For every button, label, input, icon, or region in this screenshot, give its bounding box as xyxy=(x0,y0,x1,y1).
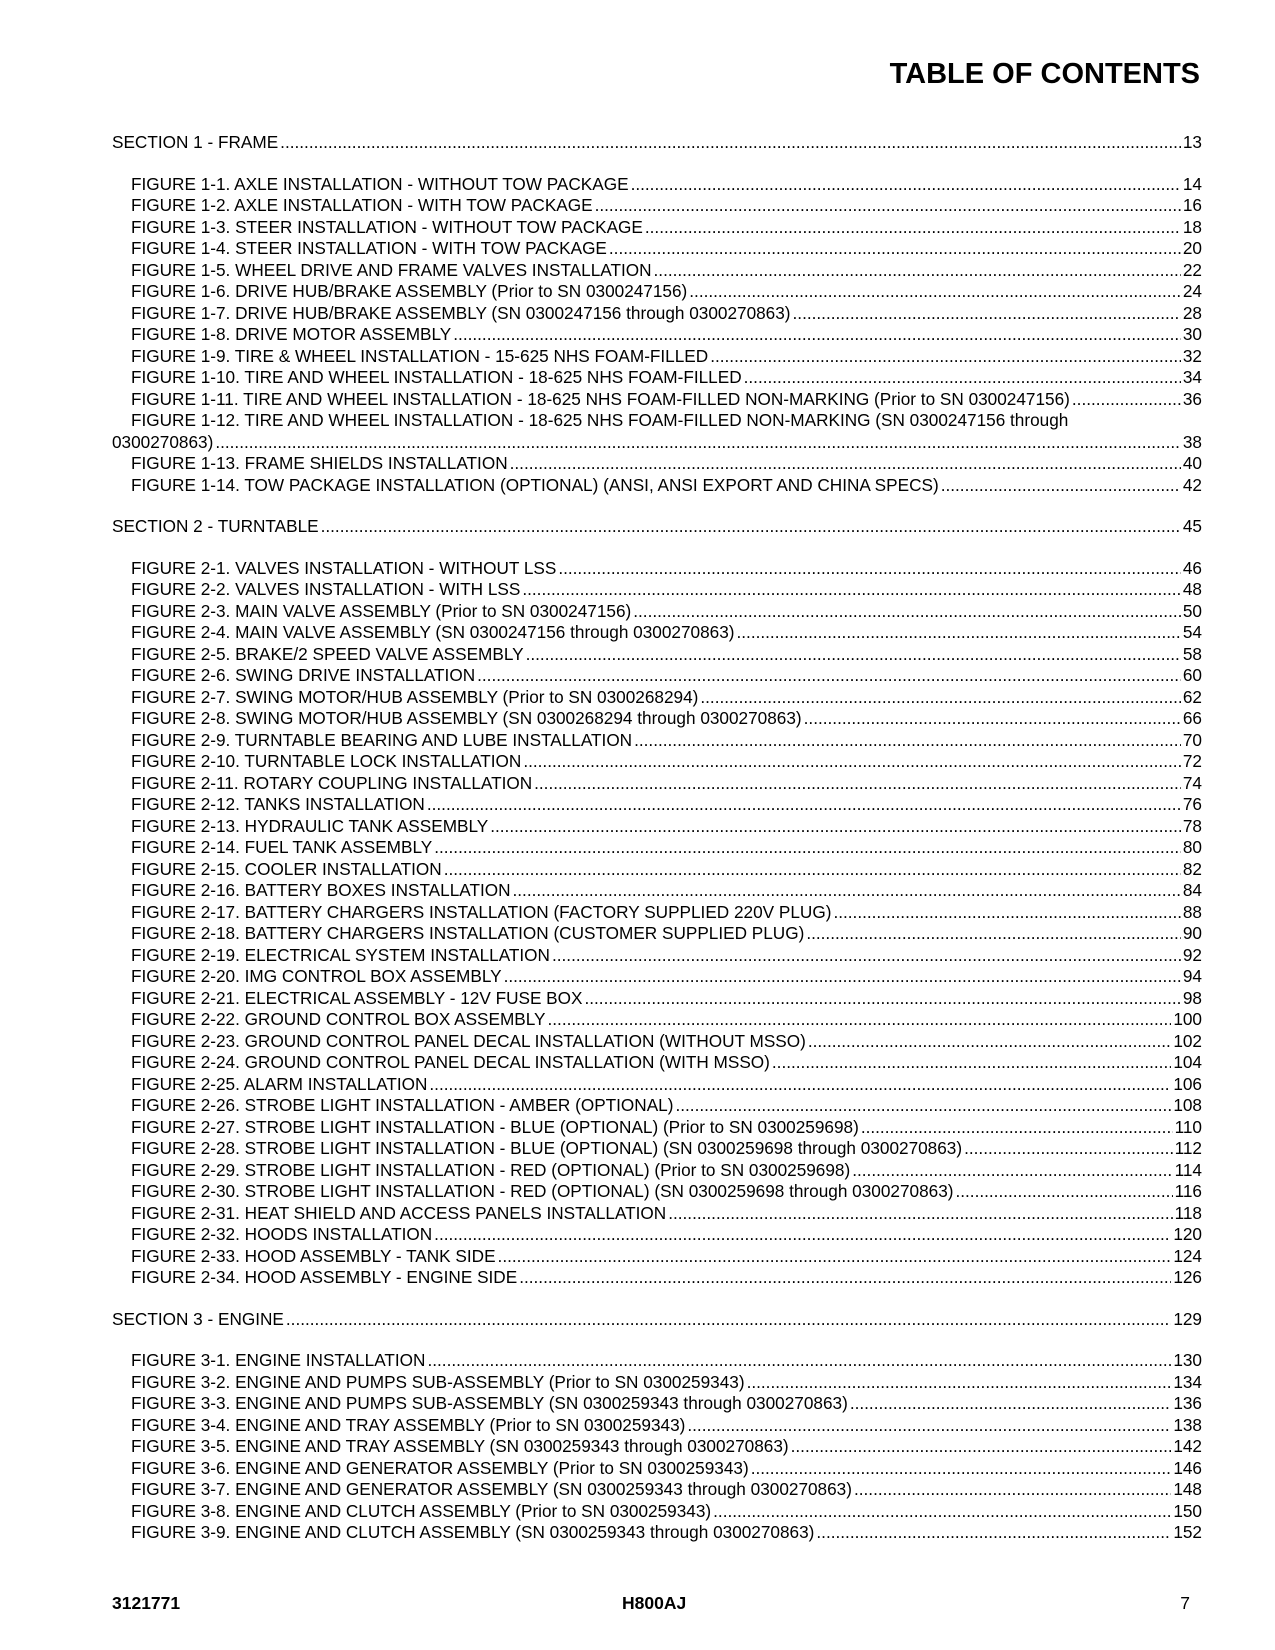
toc-dot-leader xyxy=(861,1117,1173,1139)
toc-page-number: 108 xyxy=(1173,1095,1202,1115)
toc-page-number: 54 xyxy=(1182,622,1202,642)
toc-figure-title: FIGURE 1-9. TIRE & WHEEL INSTALLATION - 15-625 NHS FOAM-FILLED xyxy=(131,345,709,366)
toc-dot-leader xyxy=(964,1138,1173,1160)
toc-page-number: 102 xyxy=(1173,1030,1202,1051)
toc-dot-leader xyxy=(522,579,1181,601)
toc-figure-entry[interactable] xyxy=(112,303,1202,325)
toc-figure-title: FIGURE 2-30. STROBE LIGHT INSTALLATION - RED (OPTIONAL) (SN 0300259698 through 0300270863) xyxy=(131,1181,954,1201)
toc-dot-leader xyxy=(595,195,1181,217)
toc-dot-leader xyxy=(654,260,1181,282)
toc-page-number: 82 xyxy=(1182,858,1202,879)
toc-figure-title: FIGURE 3-6. ENGINE AND GENERATOR ASSEMBLY (Prior to SN 0300259343) xyxy=(131,1457,749,1478)
toc-figure-entry[interactable] xyxy=(112,622,1202,644)
toc-figure-entry[interactable] xyxy=(112,475,1202,497)
toc-figure-entry[interactable] xyxy=(112,1009,1202,1031)
toc-dot-leader xyxy=(645,217,1181,239)
toc-figure-title: FIGURE 1-7. DRIVE HUB/BRAKE ASSEMBLY (SN 0300247156 through 0300270863) xyxy=(131,302,791,323)
toc-figure-title: FIGURE 1-1. AXLE INSTALLATION - WITHOUT TOW PACKAGE xyxy=(131,173,629,194)
toc-figure-title: FIGURE 2-1. VALVES INSTALLATION - WITHOUT LSS xyxy=(131,557,557,578)
toc-dot-leader xyxy=(804,708,1181,730)
toc-figure-entry[interactable] xyxy=(112,687,1202,709)
toc-figure-entry[interactable] xyxy=(112,1522,1202,1544)
toc-figure-entry[interactable] xyxy=(112,453,1202,475)
toc-page-number: 136 xyxy=(1173,1393,1202,1413)
toc-dot-leader xyxy=(510,453,1181,475)
toc-page-number: 134 xyxy=(1173,1371,1202,1392)
toc-figure-title: FIGURE 1-5. WHEEL DRIVE AND FRAME VALVES INSTALLATION xyxy=(131,259,652,280)
toc-page-number: 28 xyxy=(1182,302,1202,323)
toc-figure-entry[interactable] xyxy=(112,751,1202,773)
toc-figure-entry[interactable] xyxy=(112,945,1202,967)
toc-page-number: 16 xyxy=(1182,195,1202,215)
toc-figure-entry[interactable] xyxy=(112,346,1202,368)
toc-page-number: 72 xyxy=(1182,751,1202,771)
toc-figure-entry[interactable] xyxy=(112,794,1202,816)
toc-figure-entry[interactable] xyxy=(112,324,1202,346)
toc-figure-title: FIGURE 1-12. TIRE AND WHEEL INSTALLATION - 18-625 NHS FOAM-FILLED NON-MARKING (SN 0300247156 through xyxy=(131,410,1069,430)
toc-figure-entry[interactable] xyxy=(112,1181,1202,1203)
toc-figure-title: FIGURE 3-1. ENGINE INSTALLATION xyxy=(131,1350,426,1370)
toc-figure-title: FIGURE 2-14. FUEL TANK ASSEMBLY xyxy=(131,837,433,857)
toc-dot-leader xyxy=(747,1372,1172,1394)
toc-section-title: SECTION 3 - ENGINE xyxy=(112,1308,284,1329)
toc-dot-leader xyxy=(744,367,1181,389)
toc-figure-entry[interactable] xyxy=(112,260,1202,282)
toc-dot-leader xyxy=(429,1074,1171,1096)
toc-figure-title: FIGURE 1-6. DRIVE HUB/BRAKE ASSEMBLY (Prior to SN 0300247156) xyxy=(131,281,688,301)
toc-dot-leader xyxy=(710,346,1181,368)
toc-figure-title: FIGURE 1-13. FRAME SHIELDS INSTALLATION xyxy=(131,453,508,473)
toc-figure-title: FIGURE 2-10. TURNTABLE LOCK INSTALLATION xyxy=(131,751,522,771)
toc-figure-title: FIGURE 2-18. BATTERY CHARGERS INSTALLATION (CUSTOMER SUPPLIED PLUG) xyxy=(131,923,805,943)
toc-page-number: 120 xyxy=(1173,1224,1202,1244)
toc-page-number: 70 xyxy=(1182,729,1202,750)
toc-dot-leader xyxy=(523,751,1181,773)
toc-page-number: 60 xyxy=(1182,665,1202,685)
toc-page-number: 45 xyxy=(1182,516,1202,536)
toc-figure-title: FIGURE 2-23. GROUND CONTROL PANEL DECAL INSTALLATION (WITHOUT MSSO) xyxy=(131,1030,806,1051)
toc-figure-title: FIGURE 2-24. GROUND CONTROL PANEL DECAL INSTALLATION (WITH MSSO) xyxy=(131,1052,770,1072)
toc-page-number: 142 xyxy=(1173,1436,1202,1456)
footer-doc-number: 3121771 xyxy=(112,1593,181,1613)
toc-dot-leader xyxy=(633,601,1181,623)
toc-dot-leader xyxy=(1072,389,1181,411)
toc-figure-title: FIGURE 2-26. STROBE LIGHT INSTALLATION - AMBER (OPTIONAL) xyxy=(131,1095,674,1115)
toc-page-number: 106 xyxy=(1173,1073,1202,1094)
toc-page-number: 98 xyxy=(1182,987,1202,1008)
toc-figure-entry[interactable] xyxy=(112,1415,1202,1437)
toc-page-number: 148 xyxy=(1173,1479,1202,1499)
toc-dot-leader xyxy=(558,558,1181,580)
toc-figure-title: FIGURE 3-7. ENGINE AND GENERATOR ASSEMBLY (SN 0300259343 through 0300270863) xyxy=(131,1479,852,1499)
toc-figure-entry[interactable] xyxy=(112,1458,1202,1480)
footer-model: H800AJ xyxy=(622,1593,687,1613)
toc-section-title: SECTION 2 - TURNTABLE xyxy=(112,516,319,536)
toc-page-number: 116 xyxy=(1174,1181,1202,1201)
toc-dot-leader xyxy=(713,1501,1171,1523)
toc-page-number: 34 xyxy=(1182,367,1202,387)
toc-figure-title: FIGURE 2-20. IMG CONTROL BOX ASSEMBLY xyxy=(131,966,502,986)
toc-page-number: 14 xyxy=(1182,173,1202,194)
toc-figure-entry[interactable] xyxy=(112,730,1202,752)
toc-figure-title: FIGURE 2-34. HOOD ASSEMBLY - ENGINE SIDE xyxy=(131,1267,518,1287)
toc-figure-entry[interactable] xyxy=(112,195,1202,217)
toc-section-entry[interactable] xyxy=(112,1309,1202,1331)
toc-page-number: 30 xyxy=(1182,324,1202,344)
toc-figure-title: FIGURE 1-8. DRIVE MOTOR ASSEMBLY xyxy=(131,324,452,344)
toc-dot-leader xyxy=(772,1052,1171,1074)
toc-dot-leader xyxy=(584,988,1180,1010)
toc-figure-title: FIGURE 2-15. COOLER INSTALLATION xyxy=(131,858,442,879)
toc-dot-leader xyxy=(791,1436,1172,1458)
toc-figure-entry[interactable] xyxy=(112,217,1202,239)
toc-figure-title: FIGURE 2-12. TANKS INSTALLATION xyxy=(131,794,425,814)
toc-figure-title: FIGURE 1-4. STEER INSTALLATION - WITH TOW PACKAGE xyxy=(131,238,607,258)
toc-page-number: 90 xyxy=(1182,923,1202,943)
toc-figure-entry[interactable] xyxy=(112,837,1202,859)
toc-page-number: 92 xyxy=(1182,944,1202,965)
toc-figure-title: FIGURE 1-14. TOW PACKAGE INSTALLATION (OPTIONAL) (ANSI, ANSI EXPORT AND CHINA SPECS) xyxy=(131,474,939,495)
toc-dot-leader xyxy=(941,475,1181,497)
toc-page-number: 146 xyxy=(1173,1457,1202,1478)
toc-figure-title: FIGURE 2-31. HEAT SHIELD AND ACCESS PANELS INSTALLATION xyxy=(131,1202,667,1223)
toc-figure-title: FIGURE 2-11. ROTARY COUPLING INSTALLATION xyxy=(131,772,533,793)
toc-dot-leader xyxy=(280,132,1181,154)
toc-figure-entry[interactable] xyxy=(112,902,1202,924)
toc-figure-title: FIGURE 2-21. ELECTRICAL ASSEMBLY - 12V FUSE BOX xyxy=(131,987,583,1008)
toc-dot-leader xyxy=(631,174,1181,196)
toc-dot-leader xyxy=(700,687,1181,709)
toc-figure-entry[interactable] xyxy=(112,708,1202,730)
toc-dot-leader xyxy=(737,622,1181,644)
toc-page-number: 66 xyxy=(1182,708,1202,728)
toc-dot-leader xyxy=(434,837,1181,859)
toc-figure-entry[interactable] xyxy=(112,1031,1202,1053)
toc-page-number: 110 xyxy=(1174,1116,1202,1137)
toc-dot-leader xyxy=(286,1309,1171,1331)
toc-dot-leader xyxy=(850,1393,1171,1415)
toc-figure-entry[interactable] xyxy=(112,1246,1202,1268)
toc-figure-title: FIGURE 3-5. ENGINE AND TRAY ASSEMBLY (SN 0300259343 through 0300270863) xyxy=(131,1436,789,1456)
toc-page-number: 100 xyxy=(1173,1009,1202,1029)
toc-figure-title: FIGURE 2-8. SWING MOTOR/HUB ASSEMBLY (SN 0300268294 through 0300270863) xyxy=(131,708,802,728)
toc-figure-entry[interactable] xyxy=(112,665,1202,687)
toc-page-number: 48 xyxy=(1182,579,1202,599)
toc-dot-leader xyxy=(816,1522,1171,1544)
toc-dot-leader xyxy=(793,303,1181,325)
toc-dot-leader xyxy=(548,1009,1172,1031)
toc-figure-entry[interactable] xyxy=(112,1074,1202,1096)
toc-page-number: 114 xyxy=(1174,1159,1202,1180)
toc-figure-entry[interactable] xyxy=(112,816,1202,838)
toc-figure-entry[interactable] xyxy=(112,1372,1202,1394)
toc-page-number: 138 xyxy=(1173,1414,1202,1435)
toc-figure-title: FIGURE 2-2. VALVES INSTALLATION - WITH LSS xyxy=(131,579,521,599)
toc-dot-leader xyxy=(321,516,1181,538)
toc-figure-entry[interactable] xyxy=(112,988,1202,1010)
toc-figure-title: FIGURE 3-2. ENGINE AND PUMPS SUB-ASSEMBLY (Prior to SN 0300259343) xyxy=(131,1371,745,1392)
toc-figure-entry[interactable] xyxy=(112,558,1202,580)
toc-dot-leader xyxy=(609,238,1181,260)
toc-dot-leader xyxy=(427,1350,1171,1372)
toc-figure-entry[interactable] xyxy=(112,966,1202,988)
toc-page-number: 126 xyxy=(1173,1267,1202,1287)
toc-figure-entry[interactable] xyxy=(112,1350,1202,1372)
toc-dot-leader xyxy=(504,966,1181,988)
toc-figure-continuation xyxy=(112,432,1202,454)
toc-figure-title: FIGURE 2-3. MAIN VALVE ASSEMBLY (Prior to SN 0300247156) xyxy=(131,600,632,621)
toc-page-number: 112 xyxy=(1174,1138,1202,1158)
toc-section-entry[interactable] xyxy=(112,516,1202,538)
toc-page-number: 74 xyxy=(1182,772,1202,793)
toc-figure-entry[interactable] xyxy=(112,1095,1202,1117)
toc-figure-title: FIGURE 2-7. SWING MOTOR/HUB ASSEMBLY (Prior to SN 0300268294) xyxy=(131,686,699,707)
toc-figure-title: FIGURE 2-29. STROBE LIGHT INSTALLATION - RED (OPTIONAL) (Prior to SN 0300259698) xyxy=(131,1159,851,1180)
toc-dot-leader xyxy=(513,880,1181,902)
toc-figure-title: FIGURE 2-16. BATTERY BOXES INSTALLATION xyxy=(131,880,511,900)
toc-figure-title: FIGURE 3-9. ENGINE AND CLUTCH ASSEMBLY (SN 0300259343 through 0300270863) xyxy=(131,1522,815,1542)
toc-figure-entry[interactable] xyxy=(112,1267,1202,1289)
toc-figure-entry[interactable] xyxy=(112,367,1202,389)
toc-section-entry[interactable] xyxy=(112,132,1202,154)
toc-dot-leader xyxy=(552,945,1181,967)
toc-figure-title: FIGURE 1-3. STEER INSTALLATION - WITHOUT TOW PACKAGE xyxy=(131,216,643,237)
toc-figure-title: FIGURE 2-4. MAIN VALVE ASSEMBLY (SN 0300247156 through 0300270863) xyxy=(131,622,735,642)
toc-figure-entry[interactable] xyxy=(112,1479,1202,1501)
toc-dot-leader xyxy=(668,1203,1172,1225)
toc-section-title: SECTION 1 - FRAME xyxy=(112,132,279,152)
toc-figure-title: FIGURE 2-9. TURNTABLE BEARING AND LUBE INSTALLATION xyxy=(131,729,633,750)
toc-figure-entry[interactable] xyxy=(112,601,1202,623)
toc-page-number: 13 xyxy=(1182,132,1202,152)
toc-dot-leader xyxy=(852,1160,1172,1182)
toc-dot-leader xyxy=(453,324,1181,346)
toc-figure-title: FIGURE 3-4. ENGINE AND TRAY ASSEMBLY (Prior to SN 0300259343) xyxy=(131,1414,686,1435)
toc-figure-title: FIGURE 2-6. SWING DRIVE INSTALLATION xyxy=(131,665,476,685)
toc-figure-entry[interactable] xyxy=(112,859,1202,881)
toc-figure-entry[interactable] xyxy=(112,1224,1202,1246)
toc-figure-entry[interactable] xyxy=(112,1052,1202,1074)
table-of-contents xyxy=(112,132,1202,1564)
toc-figure-entry[interactable] xyxy=(112,579,1202,601)
toc-figure-title: FIGURE 2-19. ELECTRICAL SYSTEM INSTALLATION xyxy=(131,944,550,965)
toc-dot-leader xyxy=(519,1267,1171,1289)
toc-figure-title: FIGURE 2-22. GROUND CONTROL BOX ASSEMBLY xyxy=(131,1009,546,1029)
toc-dot-leader xyxy=(833,902,1180,924)
toc-figure-entry[interactable] xyxy=(112,1203,1202,1225)
toc-figure-title: FIGURE 2-13. HYDRAULIC TANK ASSEMBLY xyxy=(131,815,489,836)
toc-figure-entry[interactable] xyxy=(112,1117,1202,1139)
toc-dot-leader xyxy=(490,816,1181,838)
toc-figure-title: FIGURE 1-10. TIRE AND WHEEL INSTALLATION - 18-625 NHS FOAM-FILLED xyxy=(131,367,742,387)
toc-dot-leader xyxy=(498,1246,1172,1268)
toc-dot-leader xyxy=(427,794,1181,816)
toc-dot-leader xyxy=(634,730,1181,752)
toc-dot-leader xyxy=(444,859,1181,881)
toc-figure-title: FIGURE 2-32. HOODS INSTALLATION xyxy=(131,1224,433,1244)
toc-dot-leader xyxy=(689,281,1181,303)
toc-dot-leader xyxy=(751,1458,1172,1480)
toc-figure-entry[interactable] xyxy=(112,410,1202,453)
toc-page-number: 104 xyxy=(1173,1052,1202,1072)
toc-figure-entry[interactable] xyxy=(112,281,1202,303)
toc-figure-entry[interactable] xyxy=(112,238,1202,260)
toc-page-number: 58 xyxy=(1182,643,1202,664)
toc-dot-leader xyxy=(215,432,1181,454)
toc-dot-leader xyxy=(854,1479,1171,1501)
toc-figure-title: FIGURE 2-28. STROBE LIGHT INSTALLATION - BLUE (OPTIONAL) (SN 0300259698 through 0300270863) xyxy=(131,1138,963,1158)
toc-page-number: 118 xyxy=(1174,1202,1202,1223)
page-title: TABLE OF CONTENTS xyxy=(889,58,1200,90)
toc-figure-entry[interactable] xyxy=(112,1436,1202,1458)
toc-dot-leader xyxy=(687,1415,1171,1437)
toc-dot-leader xyxy=(477,665,1181,687)
toc-figure-title: FIGURE 2-17. BATTERY CHARGERS INSTALLATION (FACTORY SUPPLIED 220V PLUG) xyxy=(131,901,832,922)
toc-page-number: 50 xyxy=(1182,600,1202,621)
toc-page-number: 129 xyxy=(1173,1308,1202,1329)
toc-dot-leader xyxy=(534,773,1181,795)
toc-page-number: 94 xyxy=(1182,966,1202,986)
toc-page-number: 62 xyxy=(1182,686,1202,707)
toc-page-number: 84 xyxy=(1182,880,1202,900)
toc-page-number: 24 xyxy=(1182,281,1202,301)
toc-page-number: 150 xyxy=(1173,1500,1202,1521)
toc-figure-title: FIGURE 1-11. TIRE AND WHEEL INSTALLATION - 18-625 NHS FOAM-FILLED NON-MARKING (Prior to SN 0300247156) xyxy=(131,388,1070,409)
toc-figure-entry[interactable] xyxy=(112,1501,1202,1523)
toc-page-number: 152 xyxy=(1173,1522,1202,1542)
toc-dot-leader xyxy=(434,1224,1171,1246)
toc-dot-leader xyxy=(808,1031,1171,1053)
toc-figure-title: FIGURE 2-33. HOOD ASSEMBLY - TANK SIDE xyxy=(131,1245,496,1266)
footer-page-number: 7 xyxy=(1180,1593,1190,1613)
toc-figure-title: FIGURE 3-3. ENGINE AND PUMPS SUB-ASSEMBLY (SN 0300259343 through 0300270863) xyxy=(131,1393,848,1413)
toc-figure-entry[interactable] xyxy=(112,880,1202,902)
toc-page-number: 130 xyxy=(1173,1350,1202,1370)
toc-figure-title: FIGURE 3-8. ENGINE AND CLUTCH ASSEMBLY (Prior to SN 0300259343) xyxy=(131,1500,712,1521)
toc-page-number: 80 xyxy=(1182,837,1202,857)
toc-page-number: 78 xyxy=(1182,815,1202,836)
toc-page-number: 20 xyxy=(1182,238,1202,258)
toc-page-number: 88 xyxy=(1182,901,1202,922)
toc-figure-entry[interactable] xyxy=(112,174,1202,196)
toc-figure-entry[interactable] xyxy=(112,773,1202,795)
toc-figure-entry[interactable] xyxy=(112,644,1202,666)
toc-dot-leader xyxy=(526,644,1181,666)
toc-dot-leader xyxy=(675,1095,1171,1117)
toc-page-number: 124 xyxy=(1173,1245,1202,1266)
toc-dot-leader xyxy=(806,923,1181,945)
toc-figure-title: FIGURE 2-5. BRAKE/2 SPEED VALVE ASSEMBLY xyxy=(131,643,524,664)
toc-page-number: 46 xyxy=(1182,557,1202,578)
toc-page-number: 18 xyxy=(1182,216,1202,237)
toc-figure-entry[interactable] xyxy=(112,923,1202,945)
toc-figure-title-cont: 0300270863) xyxy=(112,431,214,452)
toc-figure-entry[interactable] xyxy=(112,1138,1202,1160)
toc-figure-entry[interactable] xyxy=(112,389,1202,411)
toc-figure-title: FIGURE 2-27. STROBE LIGHT INSTALLATION - BLUE (OPTIONAL) (Prior to SN 0300259698) xyxy=(131,1116,859,1137)
toc-page-number: 42 xyxy=(1182,474,1202,495)
toc-page-number: 40 xyxy=(1182,453,1202,473)
toc-figure-entry[interactable] xyxy=(112,1160,1202,1182)
toc-page-number: 32 xyxy=(1182,345,1202,366)
toc-figure-entry[interactable] xyxy=(112,1393,1202,1415)
toc-dot-leader xyxy=(955,1181,1172,1203)
toc-figure-title: FIGURE 2-25. ALARM INSTALLATION xyxy=(131,1073,428,1094)
toc-figure-title: FIGURE 1-2. AXLE INSTALLATION - WITH TOW PACKAGE xyxy=(131,195,593,215)
toc-page-number: 36 xyxy=(1182,388,1202,409)
toc-page-number: 38 xyxy=(1182,431,1202,452)
toc-page-number: 22 xyxy=(1182,259,1202,280)
toc-page-number: 76 xyxy=(1182,794,1202,814)
